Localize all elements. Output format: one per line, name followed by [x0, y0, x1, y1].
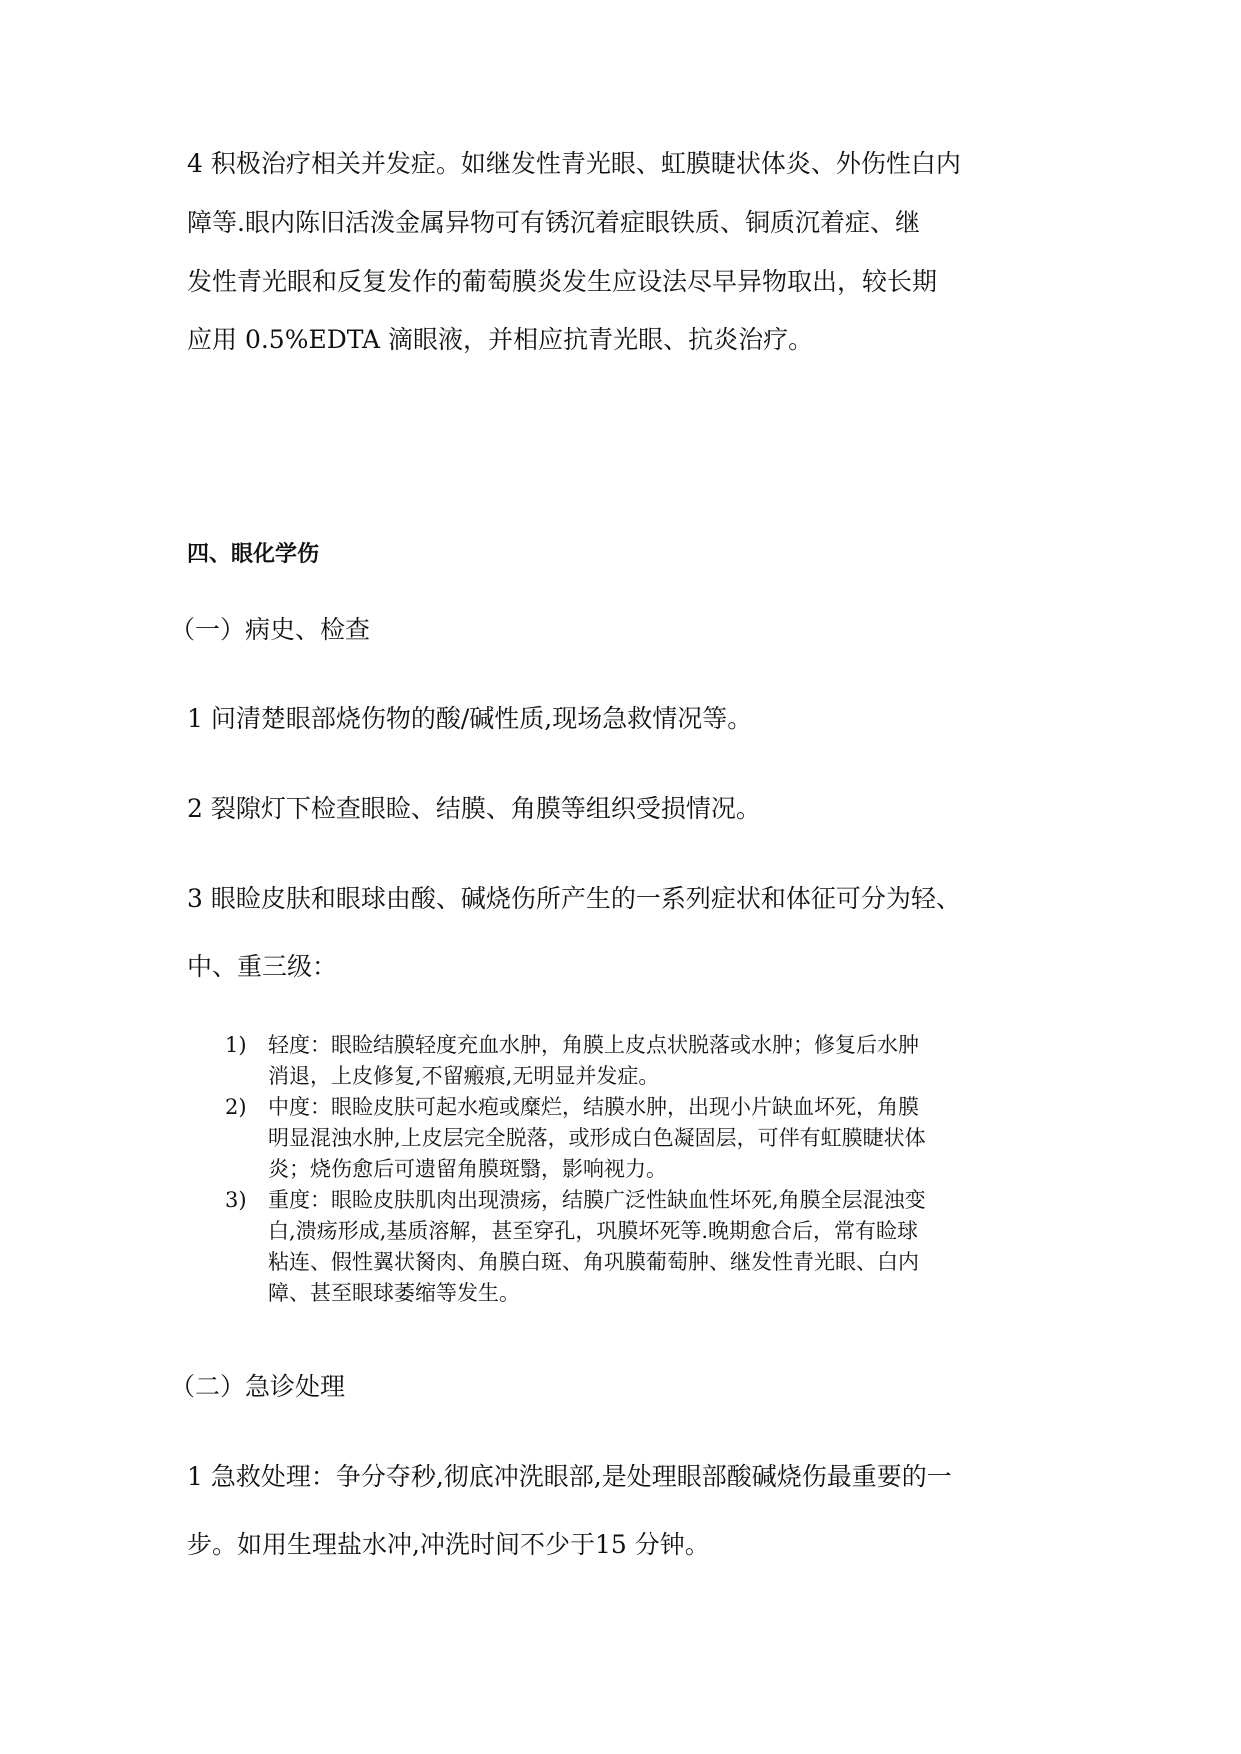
- list-number: 3): [225, 1188, 247, 1212]
- section-heading: 四、眼化学伤: [187, 542, 320, 567]
- text-line: 步。如用生理盐水冲,冲洗时间不少于15 分钟。: [187, 1530, 710, 1559]
- text-line: 发性青光眼和反复发作的葡萄膜炎发生应设法尽早异物取出，较长期: [187, 267, 938, 296]
- text-line: 1 急救处理：争分夺秒,彻底冲洗眼部,是处理眼部酸碱烧伤最重要的一: [187, 1462, 952, 1491]
- subsection-title-history: （一）病史、检查: [170, 615, 371, 644]
- text-line: 障、甚至眼球萎缩等发生。: [268, 1281, 520, 1305]
- text-line: 4 积极治疗相关并发症。如继发性青光眼、虹膜睫状体炎、外伤性白内: [187, 149, 961, 178]
- text-line: 炎；烧伤愈后可遗留角膜斑翳，影响视力。: [268, 1157, 667, 1181]
- text-line: 粘连、假性翼状胬肉、角膜白斑、角巩膜葡萄肿、继发性青光眼、白内: [268, 1250, 919, 1274]
- list-number: 2): [225, 1095, 247, 1119]
- list-item-text: [268, 1185, 1055, 1309]
- text-line: 重度：眼睑皮肤肌肉出现溃疡，结膜广泛性缺血性坏死,角膜全层混浊变: [268, 1188, 926, 1212]
- text-line: 白,溃疡形成,基质溶解，甚至穿孔，巩膜坏死等.晚期愈合后，常有睑球: [268, 1219, 919, 1243]
- text-line: 消退，上皮修复,不留瘢痕,无明显并发症。: [268, 1064, 660, 1088]
- list-number: 1): [225, 1033, 247, 1057]
- severity-grade-list: [225, 1030, 1055, 1309]
- list-item-text: [268, 1030, 1055, 1092]
- text-line: 中、重三级：: [187, 952, 338, 981]
- text-line: 明显混浊水肿,上皮层完全脱落，或形成白色凝固层，可伴有虹膜睫状体: [268, 1126, 926, 1150]
- text-line: 障等.眼内陈旧活泼金属异物可有锈沉着症眼铁质、铜质沉着症、继: [187, 208, 920, 237]
- text-line: 应用 0.5%EDTA 滴眼液，并相应抗青光眼、抗炎治疗。: [187, 325, 814, 354]
- list-item-text: [268, 1092, 1055, 1185]
- text-line: 轻度：眼睑结膜轻度充血水肿，角膜上皮点状脱落或水肿；修复后水肿: [268, 1033, 919, 1057]
- subsection-title-emergency: （二）急诊处理: [170, 1372, 346, 1401]
- list-item: [225, 1092, 1055, 1185]
- list-item: [225, 1185, 1055, 1309]
- paragraph-item-2: 2 裂隙灯下检查眼睑、结膜、角膜等组织受损情况。: [187, 794, 761, 823]
- paragraph-item-1: 1 问清楚眼部烧伤物的酸/碱性质,现场急救情况等。: [187, 704, 753, 733]
- list-item: [225, 1030, 1055, 1092]
- text-line: 3 眼睑皮肤和眼球由酸、碱烧伤所产生的一系列症状和体征可分为轻、: [187, 884, 961, 913]
- text-line: 中度：眼睑皮肤可起水疱或糜烂，结膜水肿，出现小片缺血坏死，角膜: [268, 1095, 919, 1119]
